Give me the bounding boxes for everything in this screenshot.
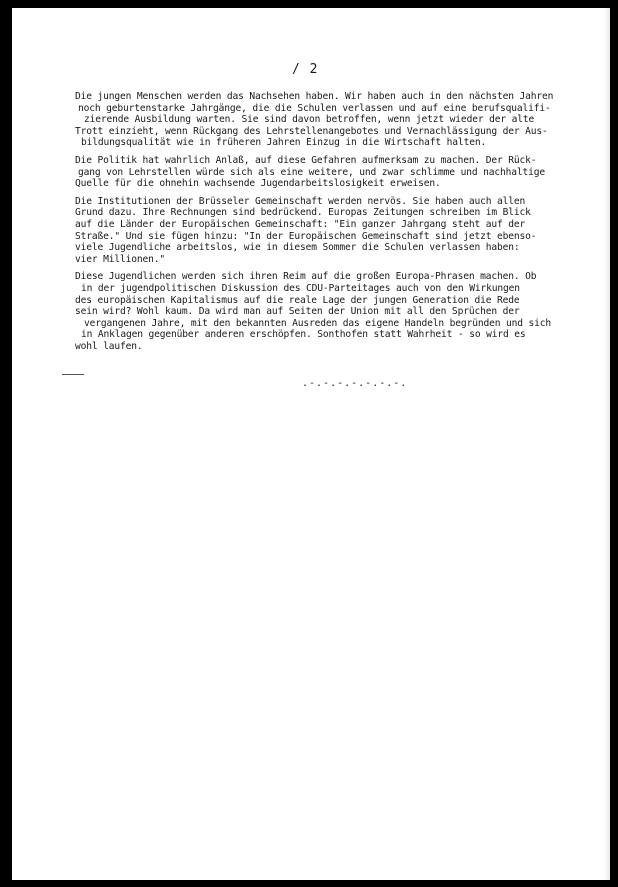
text-line: Diese Jugendlichen werden sich ihren Reim auf die großen Europa-Phrasen machen. Ob [75,271,537,283]
text-line: vier Millionen." [75,253,166,265]
paragraph-1 [75,91,565,149]
text-line: in Anklagen gegenüber anderen erschöpfen. Sonthofen statt Wahrheit - so wird es [81,329,526,341]
page-number: / 2 [292,62,319,77]
text-line: noch geburtenstarke Jahrgänge, die die Schulen verlassen und auf eine berufsqualifi- [78,102,551,114]
text-line: vergangenen Jahre, mit den bekannten Ausreden das eigene Handeln begründen und sich [84,317,551,329]
scan-edge-shading [604,8,610,880]
paragraph-4 [75,271,565,352]
text-line: in der jugendpolitischen Diskussion des CDU-Parteitages auch von den Wirkungen [81,282,520,294]
text-line: Straße." Und sie fügen hinzu: "In der Europäischen Gemeinschaft sind jetzt ebenso- [75,230,537,242]
text-line: des europäischen Kapitalismus auf die reale Lage der jungen Generation die Rede [75,294,520,306]
text-line: Die Politik hat wahrlich Anlaß, auf diese Gefahren aufmerksam zu machen. Der Rück- [75,154,537,166]
text-line: Grund dazu. Ihre Rechnungen sind bedrückend. Europas Zeitungen schreiben im Blick [75,207,531,219]
paragraph-2 [75,155,565,190]
body-text [75,91,565,358]
text-line: Die Institutionen der Brüsseler Gemeinschaft werden nervös. Sie haben auch allen [75,195,526,207]
text-line: Quelle für die ohnehin wachsende Jugendarbeitslosigkeit erweisen. [75,178,441,190]
text-line: zierende Ausbildung warten. Sie sind davon betroffen, wenn jetzt wieder der alte [84,114,535,126]
text-line: auf die Länder der Europäischen Gemeinschaft: "Ein ganzer Jahrgang steht auf der [75,218,526,230]
text-line: wohl laufen. [75,340,143,352]
paragraph-3 [75,196,565,266]
text-line: gang von Lehrstellen würde sich als eine weitere, und zwar schlimme und nachhaltige [78,166,545,178]
text-line: Trott einzieht, wenn Rückgang des Lehrstellenangebotes und Vernachlässigung der Aus- [75,125,548,137]
margin-rule [62,374,84,375]
text-line: bildungsqualität wie in früheren Jahren Einzug in die Wirtschaft halten. [81,137,487,149]
text-line: Die jungen Menschen werden das Nachsehen haben. Wir haben auch in den nächsten Jahren [75,91,554,102]
document-page [12,8,610,880]
text-line: sein wird? Wohl kaum. Da wird man auf Seiten der Union mit all den Sprüchen der [75,306,520,318]
text-line: viele Jugendliche arbeitslos, wie in diesem Sommer die Schulen verlassen haben: [75,242,520,254]
section-separator: .-.-.-.-.-.-.-. [302,378,408,389]
